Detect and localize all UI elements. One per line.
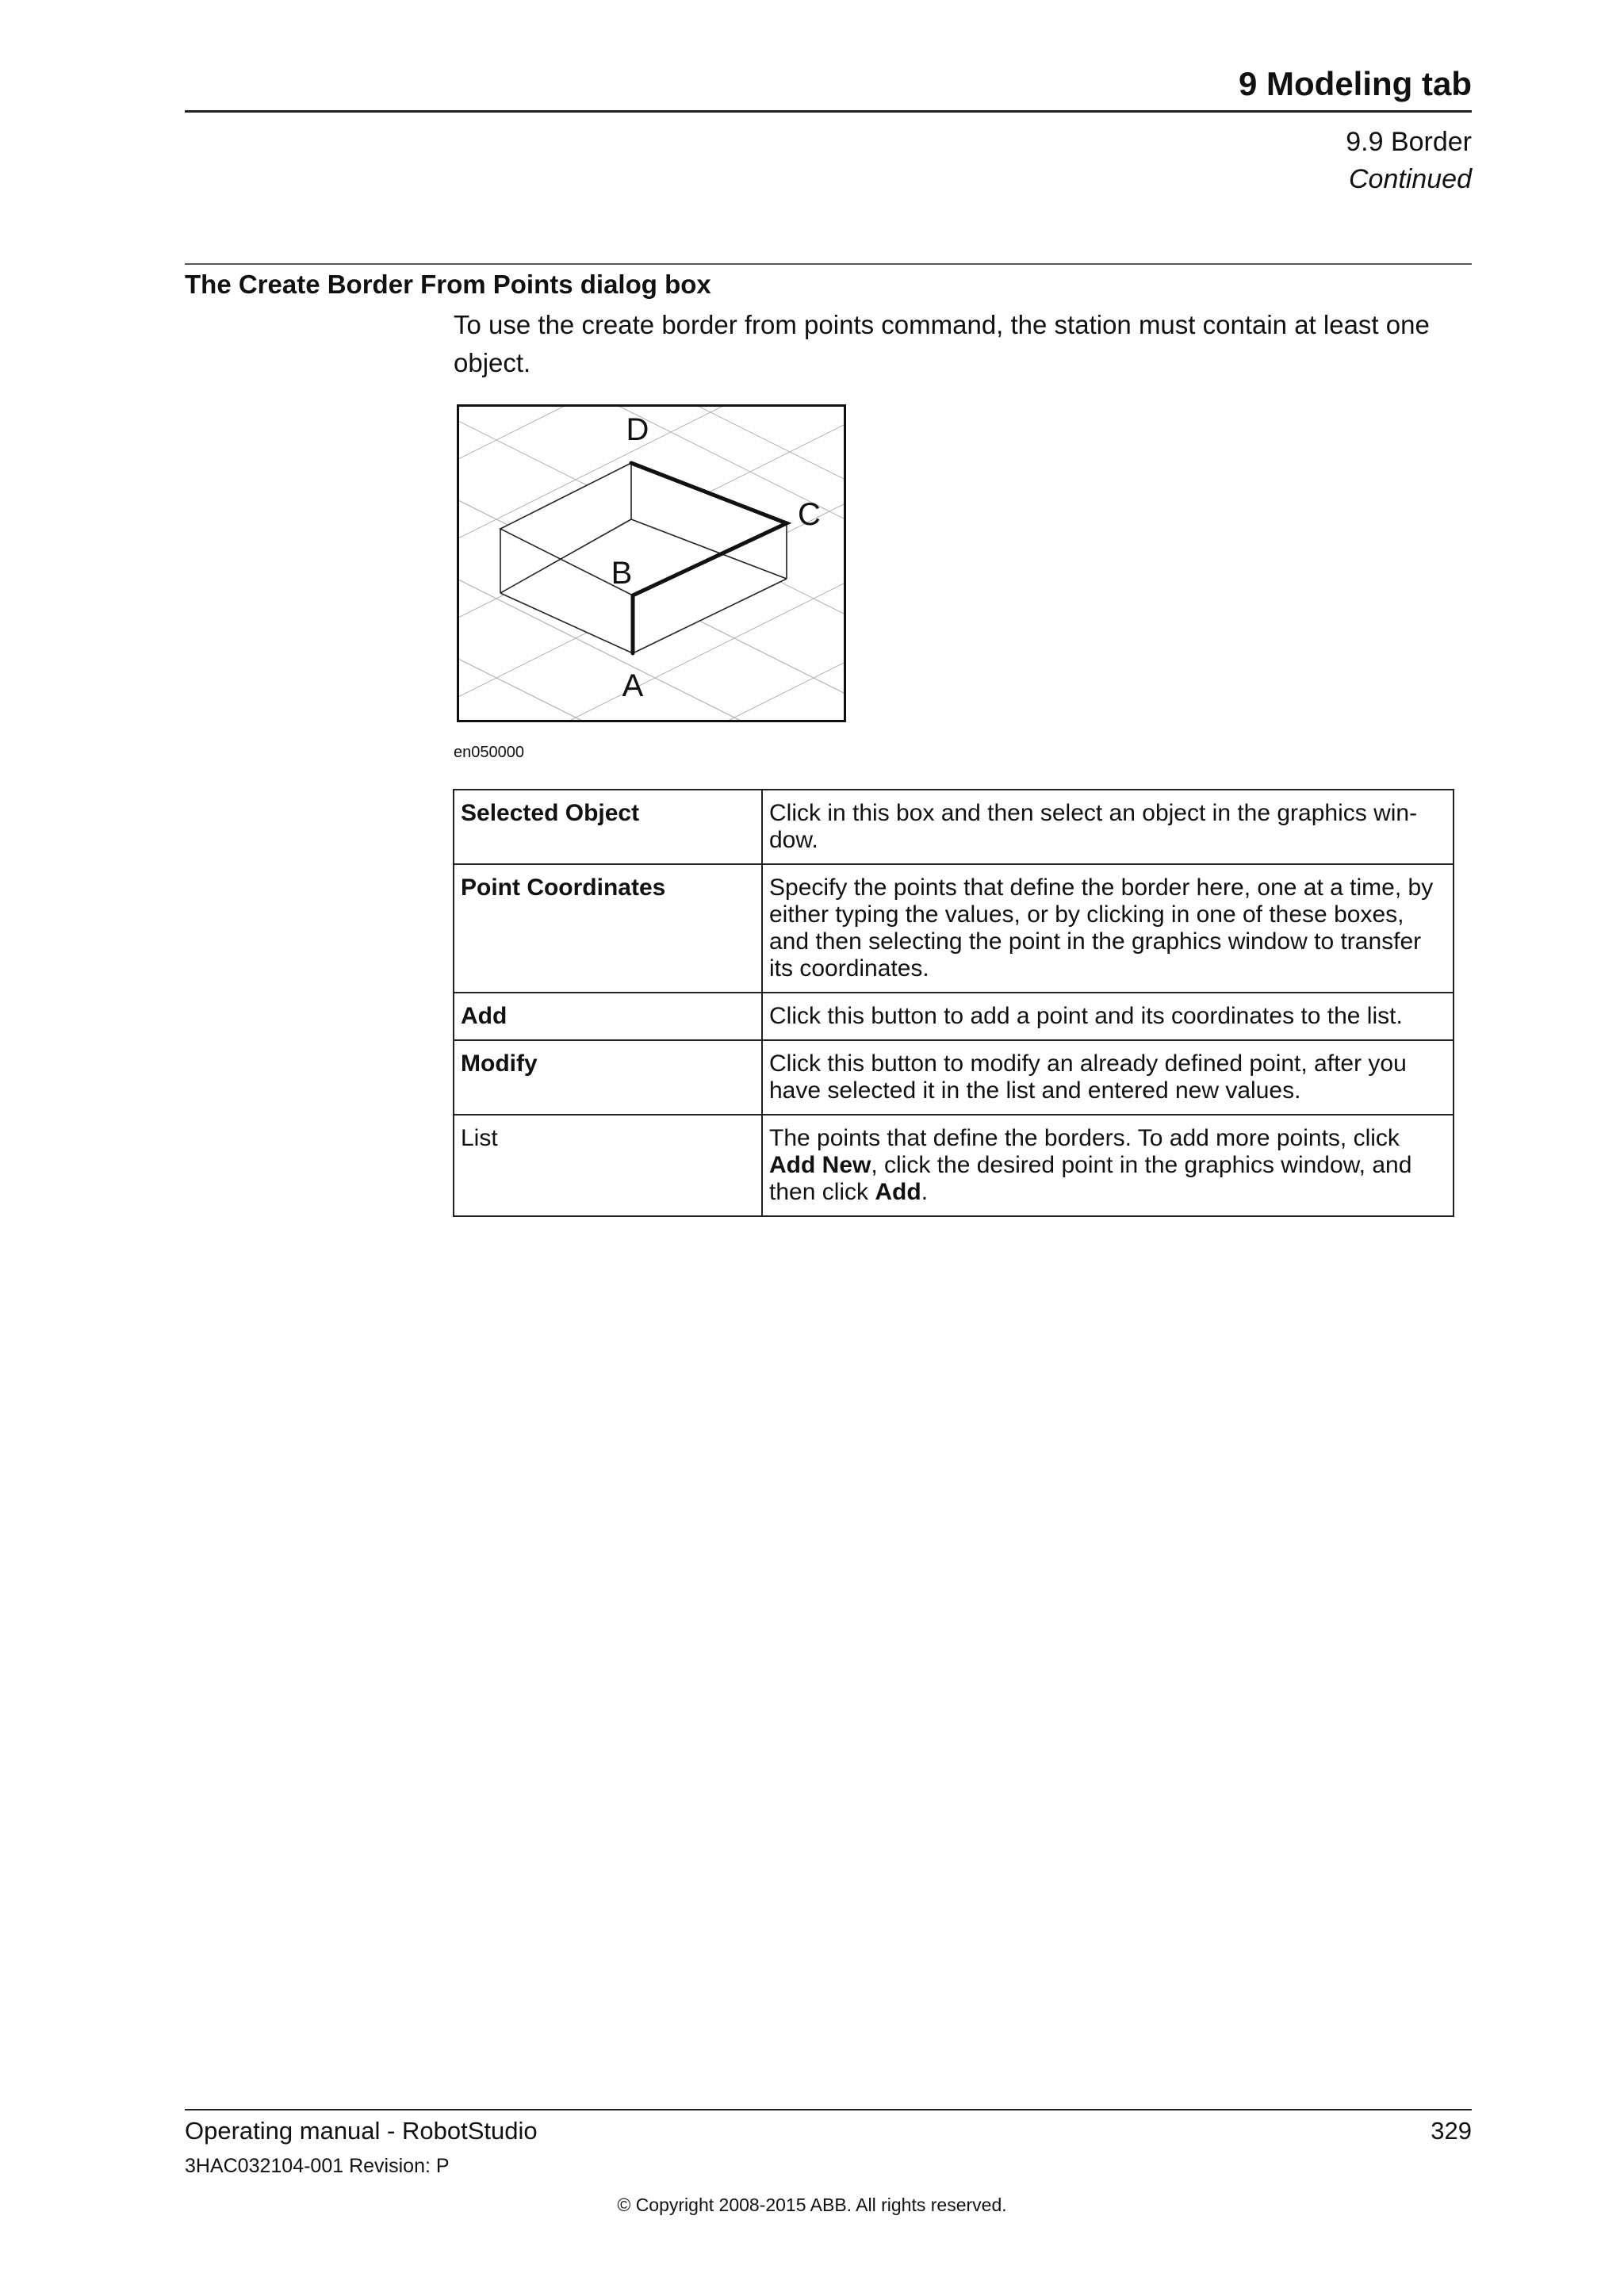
description-cell: Click this button to add a point and its coordinates to the list. <box>762 993 1454 1040</box>
intro-paragraph: To use the create border from points command, the station must contain at least one object. <box>454 310 1430 377</box>
border-points-figure <box>457 404 846 722</box>
table-row <box>454 1115 1454 1216</box>
footer-rule <box>185 2109 1472 2110</box>
page-number: 329 <box>1431 2117 1472 2145</box>
table-row <box>454 790 1454 864</box>
table-row <box>454 864 1454 993</box>
add-new-term: Add New <box>769 1152 871 1178</box>
term-cell: Point Coordinates <box>454 864 762 993</box>
description-text: . <box>921 1179 929 1205</box>
term-cell: List <box>454 1115 762 1216</box>
description-text: The points that define the borders. To add more points, click <box>769 1125 1400 1151</box>
description-cell <box>762 1115 1454 1216</box>
copyright-notice: © Copyright 2008-2015 ABB. All rights reserved. <box>617 2195 1007 2215</box>
point-label-c: C <box>798 497 821 532</box>
header-rule <box>185 110 1472 113</box>
table-row <box>454 1040 1454 1115</box>
chapter-title: 9 Modeling tab <box>1239 65 1472 102</box>
section-heading: The Create Border From Points dialog box <box>185 270 711 299</box>
document-id: 3HAC032104-001 Revision: P <box>185 2155 450 2177</box>
point-label-a: A <box>622 668 644 703</box>
point-label-d: D <box>626 412 649 447</box>
point-label-b: B <box>611 556 633 591</box>
description-cell: Click this button to modify an already defined point, after you have selected it in the list and entered new values. <box>762 1040 1454 1115</box>
section-title: 9.9 Border <box>1346 127 1472 157</box>
description-text: , click the desired point in the graphics window, and then click <box>769 1152 1412 1205</box>
figure-id: en050000 <box>454 744 524 761</box>
add-term: Add <box>875 1179 921 1205</box>
description-cell: Specify the points that define the border here, one at a time, by either typing the values, or by clicking in one of these boxes, and then selecting the point in the graphics window to transfer its coordinates. <box>762 864 1454 993</box>
term-cell: Selected Object <box>454 790 762 864</box>
dialog-properties-table <box>453 789 1454 1217</box>
description-cell: Click in this box and then select an object in the graphics win-dow. <box>762 790 1454 864</box>
manual-name: Operating manual - RobotStudio <box>185 2117 538 2145</box>
continued-label: Continued <box>1348 164 1472 194</box>
table-row <box>454 993 1454 1040</box>
term-cell: Add <box>454 993 762 1040</box>
term-cell: Modify <box>454 1040 762 1115</box>
section-divider <box>185 263 1472 265</box>
